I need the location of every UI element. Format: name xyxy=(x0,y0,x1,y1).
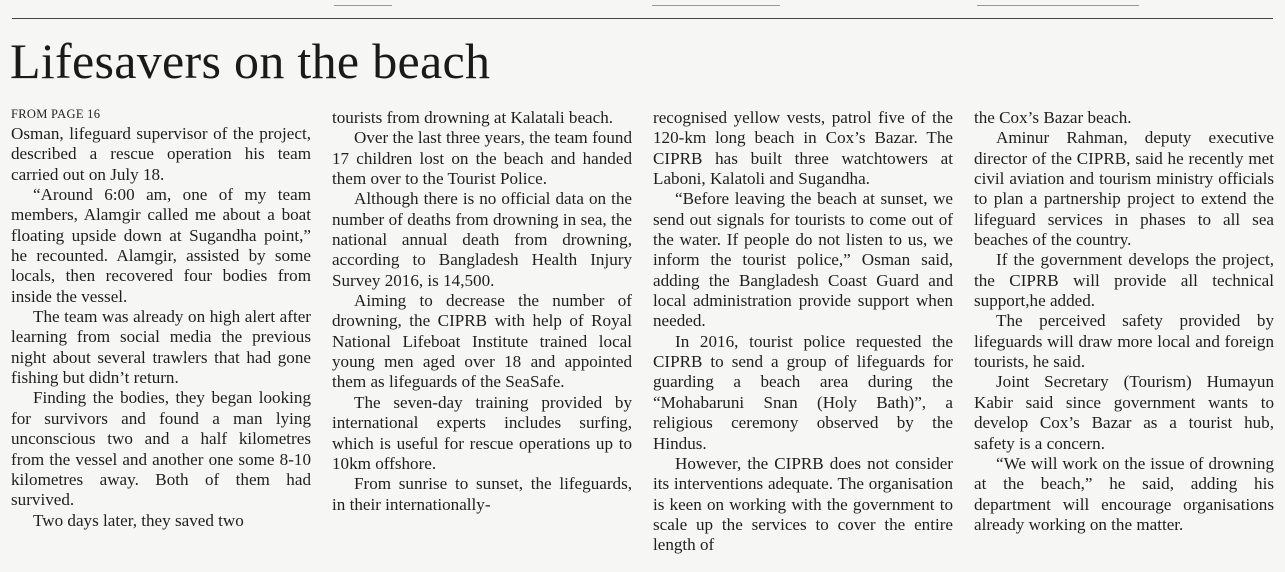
paragraph: the Cox’s Bazar beach. xyxy=(974,108,1132,127)
paragraph: Aiming to decrease the number of drowning, the CIPRB with help of Royal National Lifeboat Institute trained local young men aged over 18 and appointed them as lifeguards of the SeaSafe. xyxy=(332,291,632,392)
paragraph: Aminur Rahman, deputy executive director of the CIPRB, said he recently met civil aviation and tourism ministry officials to plan a partnership project to extend the lifeguard services in phases to all sea beaches of the country. xyxy=(974,128,1274,250)
paragraph: However, the CIPRB does not consider its interventions adequate. The organisation is keen on working with the government to scale up the services to cover the entire length of xyxy=(653,453,953,555)
cut-off-text-fragment xyxy=(334,0,392,6)
cut-off-text-fragment xyxy=(652,0,780,6)
paragraph: “Before leaving the beach at sunset, we send out signals for tourists to come out of the water. If people do not listen to us, we inform the tourist police,” Osman said, adding the Bangladesh Coast Guard and local administration provide support when needed. xyxy=(653,189,953,331)
paragraph: recognised yellow vests, patrol five of the 120-km long beach in Cox’s Bazar. The CIPRB has built three watchtowers at Laboni, Kalatoli and Sugandha. xyxy=(653,108,953,189)
article-column-3 xyxy=(653,108,953,556)
paragraph: Although there is no official data on the number of deaths from drowning in sea, the national annual death from drowning, according to Bangladesh Health Injury Survey 2016, is 14,500. xyxy=(332,189,632,290)
paragraph: The perceived safety provided by lifeguards will draw more local and foreign tourists, he said. xyxy=(974,311,1274,372)
cut-off-text-fragment xyxy=(977,0,1139,6)
paragraph: If the government develops the project, the CIPRB will provide all technical support,he added. xyxy=(974,250,1274,311)
paragraph: In 2016, tourist police requested the CIPRB to send a group of lifeguards for guarding a beach area during the “Mohabaruni Snan (Holy Bath)”, a religious ceremony observed by the Hindus. xyxy=(653,331,953,453)
paragraph: “Around 6:00 am, one of my team members, Alamgir called me about a boat floating upside down at Sugandha point,” he recounted. Alamgir, assisted by some locals, then recovered four bodies from inside the vessel. xyxy=(11,185,311,306)
headline: Lifesavers on the beach xyxy=(10,33,491,89)
article-column-1 xyxy=(11,124,311,531)
paragraph: Two days later, they saved two xyxy=(33,510,244,530)
article-column-2 xyxy=(332,108,632,515)
paragraph: Over the last three years, the team found 17 children lost on the beach and handed them over to the Tourist Police. xyxy=(332,128,632,189)
paragraph: Osman, lifeguard supervisor of the project, described a rescue operation his team carried out on July 18. xyxy=(11,124,311,184)
continued-from-page-label: FROM PAGE 16 xyxy=(11,107,101,121)
paragraph: The team was already on high alert after learning from social media the previous night about several trawlers that had gone fishing but didn’t return. xyxy=(11,307,311,388)
article-column-4 xyxy=(974,108,1274,535)
paragraph: The seven-day training provided by international experts includes surfing, which is useful for rescue operations up to 10km offshore. xyxy=(332,392,632,473)
paragraph: “We will work on the issue of drowning at the beach,” he said, adding his department will encourage organisations already working on the matter. xyxy=(974,453,1274,534)
paragraph: From sunrise to sunset, the lifeguards, in their internationally- xyxy=(332,474,632,514)
section-divider-rule xyxy=(12,18,1273,19)
paragraph: Finding the bodies, they began looking for survivors and found a man lying unconscious two and a half kilometres from the vessel and another one some 8-10 kilometres away. Both of them had survived. xyxy=(11,388,311,510)
paragraph: tourists from drowning at Kalatali beach. xyxy=(332,108,614,127)
paragraph: Joint Secretary (Tourism) Humayun Kabir said since government wants to develop Cox’s Bazar as a tourist hub, safety is a concern. xyxy=(974,372,1274,453)
